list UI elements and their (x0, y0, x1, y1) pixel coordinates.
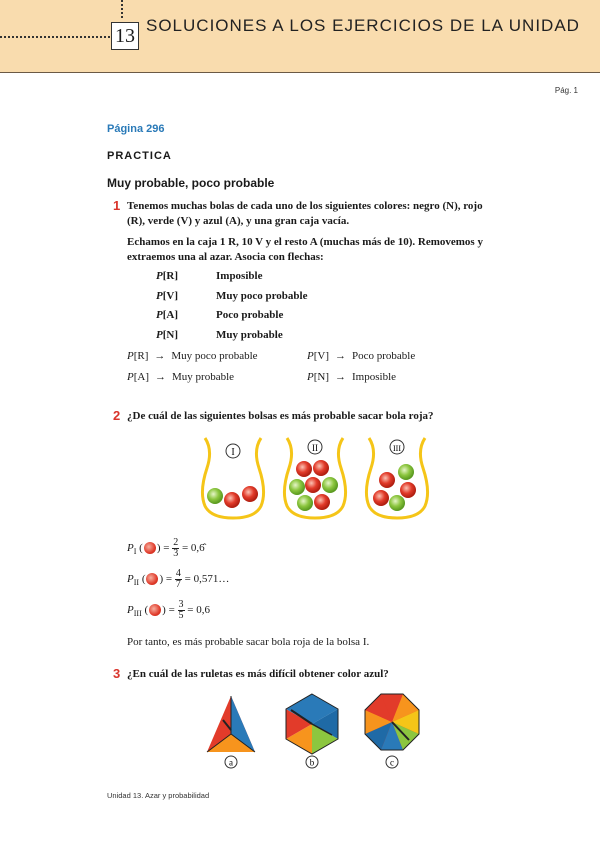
pair-label: Muy poco probable (216, 290, 308, 302)
pair-label: Poco probable (216, 309, 284, 321)
red-ball-icon (149, 604, 161, 616)
red-ball (379, 472, 395, 488)
green-ball (389, 495, 405, 511)
probability-line: $P_{II}$ ( ) = $\frac{4}{7}$ = 0,571… (127, 567, 230, 590)
pair-row: P[A] (156, 309, 179, 321)
roulette-b (286, 694, 338, 768)
q1-text-line4: extraemos una al azar. Asocia con flechas: (127, 251, 324, 263)
page-number: Pág. 1 (554, 86, 578, 95)
pair-label: Imposible (216, 270, 263, 282)
wheel-label: b (309, 757, 315, 768)
wheel-label: a (229, 757, 233, 768)
red-ball-icon (144, 542, 156, 554)
red-ball (373, 490, 389, 506)
q1-text-line1: Tenemos muchas bolas de cada uno de los siguientes colores: negro (N), rojo (127, 200, 483, 212)
green-ball (207, 488, 223, 504)
answer-row: P[A] → Muy probable (127, 371, 235, 383)
pair-row: P[N] (156, 329, 179, 341)
red-ball (313, 460, 329, 476)
bag-label: I (231, 447, 235, 458)
red-ball (305, 477, 321, 493)
q3-text: ¿En cuál de las ruletas es más difícil obtener color azul? (127, 668, 389, 680)
header-title: SOLUCIONES A LOS EJERCICIOS DE LA UNIDAD (146, 16, 580, 35)
q1-text-line3: Echamos en la caja 1 R, 10 V y el resto A (muchas más de 10). Removemos y (127, 236, 483, 248)
red-ball (400, 482, 416, 498)
q2-conclusion: Por tanto, es más probable sacar bola roja de la bolsa I. (127, 636, 370, 648)
question-number-2: 2 (113, 408, 121, 423)
pair-row: P[V] (156, 290, 179, 302)
green-ball (398, 464, 414, 480)
q1-text-line2: (R), verde (V) y azul (A), y una gran caja vacía. (127, 215, 350, 227)
fraction: $\frac{2}{3}$ (173, 536, 179, 559)
probability-line: $P_I$ ( ) = $\frac{2}{3}$ = 0,6̂ (127, 536, 205, 559)
section-title: Muy probable, poco probable (107, 176, 275, 190)
answer-row: P[V] → Poco probable (307, 350, 416, 362)
red-ball (296, 461, 312, 477)
probability-line: $P_{III}$ ( ) = $\frac{3}{5}$ = 0,6 (127, 598, 211, 621)
answer-row: P[N] → Imposible (307, 371, 397, 383)
red-ball (242, 486, 258, 502)
green-ball (297, 495, 313, 511)
roulette-a (207, 696, 255, 768)
bag-label: III (393, 444, 401, 453)
pagina-heading: Página 296 (107, 123, 165, 135)
green-ball (289, 479, 305, 495)
bag-3 (366, 438, 427, 518)
page-footer: Unidad 13. Azar y probabilidad (107, 791, 210, 800)
pair-label: Muy probable (216, 329, 283, 341)
header-vertical-dots (121, 0, 123, 18)
red-ball (314, 494, 330, 510)
unit-number: 13 (111, 22, 139, 50)
header-dotted-line (0, 36, 110, 38)
page-header (0, 0, 600, 73)
red-ball-icon (146, 573, 158, 585)
fraction: $\frac{3}{5}$ (178, 598, 184, 621)
red-ball (224, 492, 240, 508)
q2-text: ¿De cuál de las siguientes bolsas es más probable sacar bola roja? (127, 410, 434, 422)
bag-2 (284, 438, 345, 518)
wheel-label: c (390, 757, 394, 768)
roulettes-illustration (205, 690, 445, 772)
question-number-1: 1 (113, 198, 121, 213)
bags-illustration (195, 432, 445, 524)
bag-label: II (312, 443, 318, 453)
bag-1 (202, 438, 263, 518)
fraction: $\frac{4}{7}$ (175, 567, 181, 590)
question-number-3: 3 (113, 666, 121, 681)
roulette-c (365, 694, 419, 768)
practica-heading: PRACTICA (107, 150, 172, 162)
answer-row: P[R] → Muy poco probable (127, 350, 258, 362)
green-ball (322, 477, 338, 493)
pair-row: P[R] (156, 270, 179, 282)
